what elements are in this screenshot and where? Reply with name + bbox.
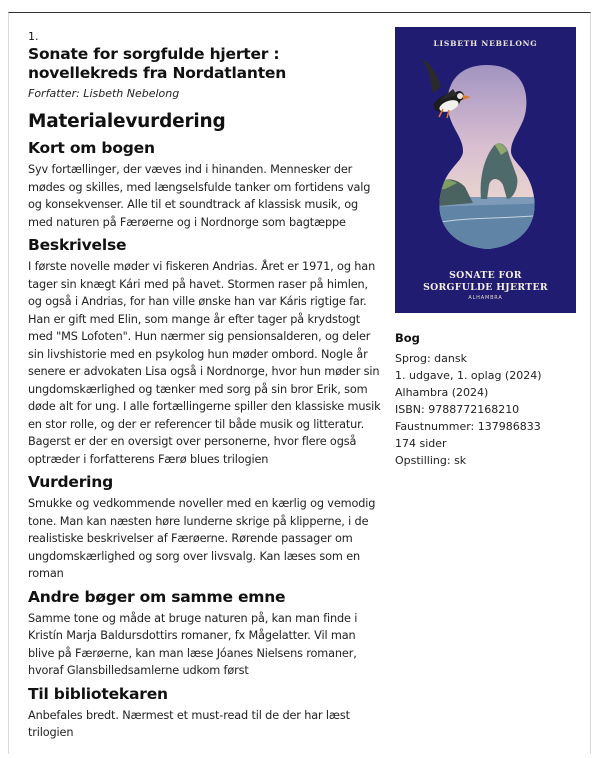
- cover-author: LISBETH NEBELONG: [433, 39, 538, 48]
- section-heading-til-bibliotekaren: Til bibliotekaren: [28, 684, 168, 703]
- record-side-column: [395, 27, 576, 469]
- cover-title-line-1: SONATE FOR: [449, 270, 522, 281]
- meta-publisher: Alhambra (2024): [395, 386, 489, 399]
- cover-title-line-2: SORGFULDE HJERTER: [423, 282, 548, 293]
- record-main-column: [28, 30, 383, 746]
- meta-isbn: ISBN: 9788772168210: [395, 403, 520, 416]
- section-text-beskrivelse: I første novelle møder vi fiskeren Andrias. Året er 1971, og han tager sin knægt Kári med på havet. Stormen raser på himlen, og også i Andrias, for han ville ønske han var Káris rigtige far. Han er gift med Elin, som mange år efter tager på krydstogt med "MS Lofoten". Hun nærmer sig pensionsalderen, og deler sin livshistorie med en psykolog hun møder ombord. Nogle år senere er advokaten Lisa også i Nordnorge, hvor hun møder sin ungdomskærlighed og tænker med sorg på sin bror Erik, som døde alt for ung. I alle fortællingerne spiller den klassiske musik en stor rolle, og der er referencer til både musik og litteratur. Bagerst er der en oversigt over personerne, hvor flere også optræder i forfatterens Færø blues trilogien: [28, 260, 381, 466]
- meta-edition: 1. udgave, 1. oplag (2024): [395, 369, 542, 382]
- meta-pages: 174 sider: [395, 437, 447, 450]
- bog-heading: Bog: [395, 331, 420, 345]
- section-text-til-bibliotekaren: Anbefales bredt. Nærmest et must-read til de der har læst trilogien: [28, 708, 350, 739]
- author-line: Forfatter: Lisbeth Nebelong: [28, 87, 180, 100]
- section-heading-andre-boger: Andre bøger om samme emne: [28, 587, 286, 606]
- section-text-kort-om-bogen: Syv fortællinger, der væves ind i hinanden. Mennesker der mødes og skilles, med længselsfulde tanker om fortidens valg og konsekvenser. Alle til et soundtrack af klassisk musik, og med naturen på Færøerne og i Nordnorge som bagtæppe: [28, 163, 371, 229]
- meta-shelving: Opstilling: sk: [395, 454, 467, 467]
- cover-title: [395, 270, 576, 294]
- book-title[interactable]: Sonate for sorgfulde hjerter : novellekreds fra Nordatlanten: [28, 45, 287, 82]
- review-heading: Materialevurdering: [28, 111, 226, 132]
- meta-language: Sprog: dansk: [395, 352, 467, 365]
- section-text-andre-boger: Samme tone og måde at bruge naturen på, kan man finde i Kristín Marja Baldursdottirs romaner, fx Mågelatter. Vil man blive på Færøerne, kan man læse Jóanes Nielsens romaner, hvoraf Glansbilledsamlerne udkom først: [28, 611, 358, 677]
- book-cover[interactable]: [395, 27, 576, 313]
- section-heading-beskrivelse: Beskrivelse: [28, 236, 127, 254]
- meta-faustnummer: Faustnummer: 137986833: [395, 420, 541, 433]
- violin-window: [425, 57, 555, 257]
- result-number: 1.: [28, 30, 39, 43]
- section-heading-vurdering: Vurdering: [28, 473, 114, 491]
- section-text-vurdering: Smukke og vedkommende noveller med en kærlig og vemodig tone. Man kan næsten høre lunderne skrige på klipperne, i de realistiske beskrivelser af Færøerne. Rørende passager om ungdomskærlighed og sorg over livsvalg. Kan læses som en roman: [28, 497, 376, 580]
- cover-publisher: ALHAMBRA: [468, 295, 503, 301]
- section-heading-kort-om-bogen: Kort om bogen: [28, 139, 155, 157]
